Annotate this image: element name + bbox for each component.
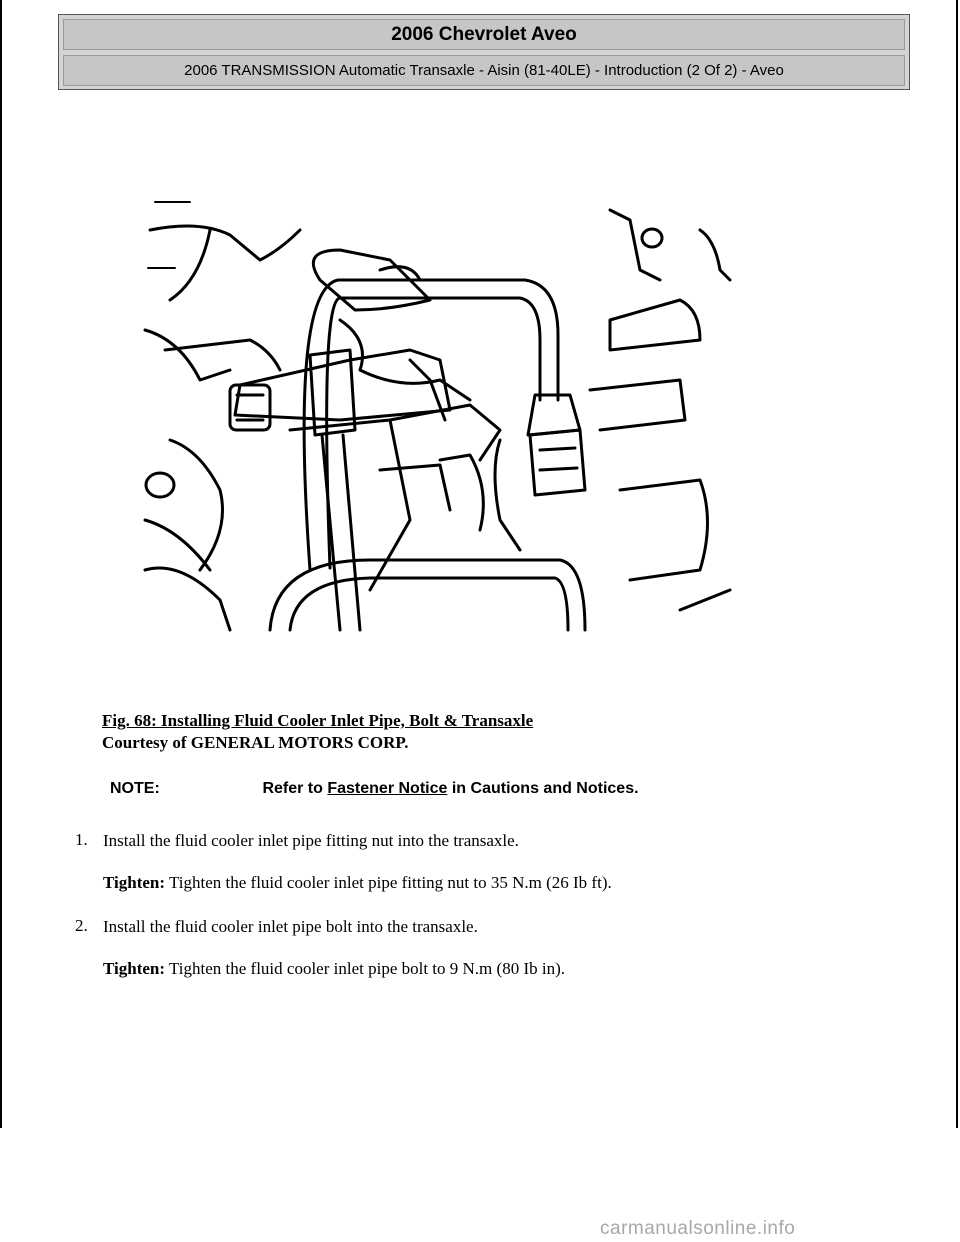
figure-title[interactable]: Fig. 68: Installing Fluid Cooler Inlet Pipe, Bolt & Transaxle (102, 711, 534, 730)
tighten-spec (103, 958, 895, 980)
tighten-spec (103, 872, 895, 894)
step-2 (75, 916, 895, 980)
watermark: carmanualsonline.info (600, 1218, 796, 1239)
procedure-steps (75, 830, 895, 980)
step-number: 1. (75, 830, 88, 849)
note-suffix: in Cautions and Notices. (451, 780, 639, 797)
header-title: 2006 Chevrolet Aveo (63, 19, 905, 50)
note (110, 780, 639, 798)
transaxle-illustration (140, 190, 740, 640)
figure-caption (102, 710, 533, 754)
step-1 (75, 830, 895, 894)
header-subtitle: 2006 TRANSMISSION Automatic Transaxle - Aisin (81-40LE) - Introduction (2 Of 2) - Aveo (63, 55, 905, 86)
step-text: Install the fluid cooler inlet pipe bolt into the transaxle. (103, 917, 478, 936)
tighten-label: Tighten: (103, 959, 166, 978)
tighten-label: Tighten: (103, 873, 166, 892)
note-label: NOTE: (110, 780, 160, 797)
fastener-notice-link[interactable]: Fastener Notice (327, 780, 448, 797)
tighten-text: Tighten the fluid cooler inlet pipe fitting nut to 35 N.m (26 Ib ft). (169, 873, 612, 892)
step-number: 2. (75, 916, 88, 935)
step-text: Install the fluid cooler inlet pipe fitting nut into the transaxle. (103, 831, 519, 850)
note-prefix: Refer to (262, 780, 323, 797)
tighten-text: Tighten the fluid cooler inlet pipe bolt to 9 N.m (80 Ib in). (169, 959, 565, 978)
document-header (58, 14, 910, 90)
figure-courtesy: Courtesy of GENERAL MOTORS CORP. (102, 733, 409, 752)
